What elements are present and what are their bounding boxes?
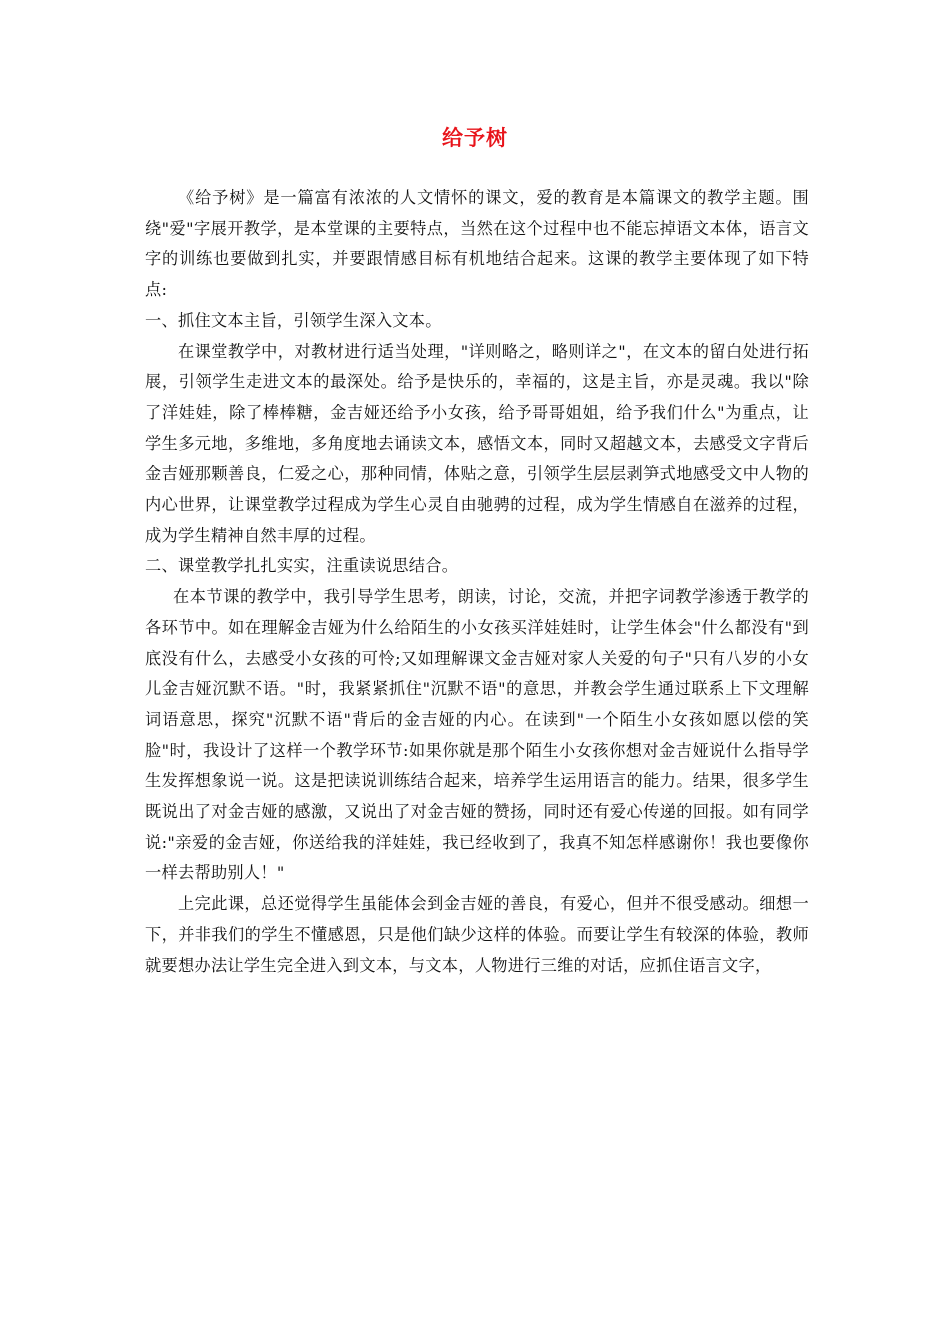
document-body [145,183,809,981]
section-heading-2: 二、课堂教学扎扎实实，注重读说思结合。 [145,556,459,576]
section-2-paragraph: 在本节课的教学中，我引导学生思考，朗读，讨论，交流，并把字词教学渗透于教学的各环节中。如在理解金吉娅为什么给陌生的小女孩买洋娃娃时，让学生体会"什么都没有"到底没有什么，去感受小女孩的可怜;又如理解课文金吉娅对家人关爱的句子"只有八岁的小女儿金吉娅沉默不语。"时，我紧紧抓住"沉默不语"的意思，并教会学生通过联系上下文理解词语意思，探究"沉默不语"背后的金吉娅的内心。在读到"一个陌生小女孩如愿以偿的笑脸"时，我设计了这样一个教学环节:如果你就是那个陌生小女孩你想对金吉娅说什么指导学生发挥想象说一说。这是把读说训练结合起来，培养学生运用语言的能力。结果，很多学生既说出了对金吉娅的感激，又说出了对金吉娅的赞扬，同时还有爱心传递的回报。如有同学说:"亲爱的金吉娅，你送给我的洋娃娃，我已经收到了，我真不知怎样感谢你！我也要像你一样去帮助别人！" [145,587,809,883]
section-heading-1: 一、抓住文本主旨，引领学生深入文本。 [145,310,442,330]
intro-paragraph: 《给予树》是一篇富有浓浓的人文情怀的课文，爱的教育是本篇课文的教学主题。围绕"爱"字展开教学，是本堂课的主要特点，当然在这个过程中也不能忘掉语文本体，语言文字的训练也要做到扎实，并要跟情感目标有机地结合起来。这课的教学主要体现了如下特点: [145,188,809,300]
document-title: 给予树 [442,125,508,150]
reflection-paragraph: 上完此课，总还觉得学生虽能体会到金吉娅的善良，有爱心，但并不很受感动。细想一下，并非我们的学生不懂感恩，只是他们缺少这样的体验。而要让学生有较深的体验，教师就要想办法让学生完全进入到文本，与文本，人物进行三维的对话，应抓住语言文字， [145,894,809,975]
section-1-paragraph: 在课堂教学中，对教材进行适当处理，"详则略之，略则详之"，在文本的留白处进行拓展，引领学生走进文本的最深处。给予是快乐的，幸福的，这是主旨，亦是灵魂。我以"除了洋娃娃，除了棒棒糖，金吉娅还给予小女孩，给予哥哥姐姐，给予我们什么"为重点，让学生多元地，多维地，多角度地去诵读文本，感悟文本，同时又超越文本，去感受文字背后金吉娅那颗善良，仁爱之心，那种同情，体贴之意，引领学生层层剥笋式地感受文中人物的内心世界，让课堂教学过程成为学生心灵自由驰骋的过程，成为学生情感自在滋养的过程，成为学生精神自然丰厚的过程。 [145,341,809,545]
